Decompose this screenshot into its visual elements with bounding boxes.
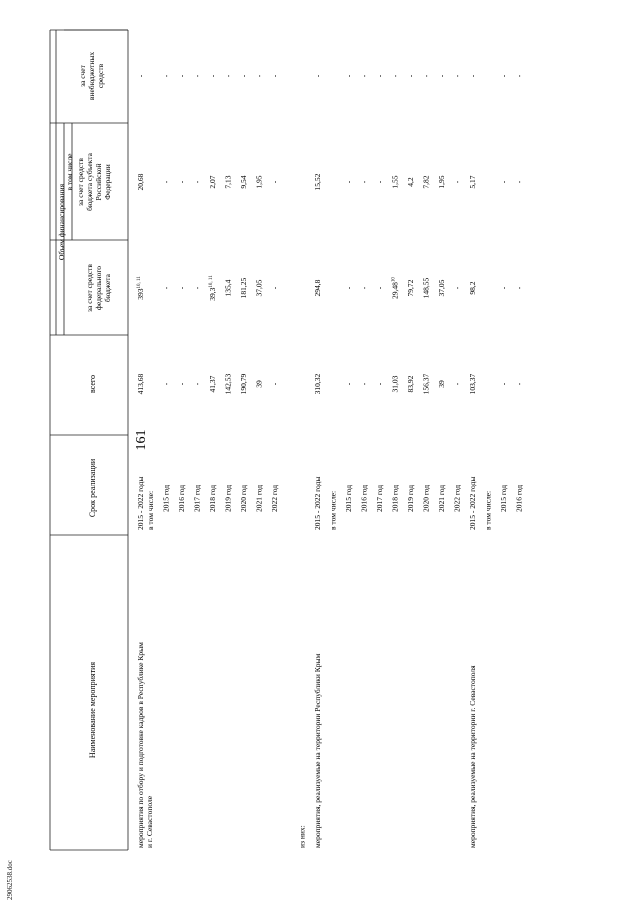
row-federal: 37,05 [437, 279, 446, 297]
row-region: - [161, 180, 171, 184]
row-period: 2015 - 2022 годы [313, 476, 322, 530]
row-period: 2015 год [161, 484, 171, 512]
row-extra: - [223, 74, 233, 78]
row-region: 7,13 [223, 175, 233, 189]
row-region: - [270, 180, 279, 184]
row-period: 2016 год [177, 484, 186, 512]
row-total: 83,92 [406, 375, 415, 393]
row-extra: - [406, 74, 415, 78]
row-federal: 98,2 [468, 281, 477, 295]
hdr-extra-line: средств [96, 63, 105, 89]
row-period: 2016 год [514, 484, 524, 512]
row-federal: - [514, 286, 524, 290]
row-name: мероприятия, реализуемые на территории г. Севастополя [468, 665, 477, 848]
row-federal: - [161, 286, 171, 290]
row-name: и г. Севастополе [145, 795, 154, 848]
row-period: 2018 год [208, 484, 217, 512]
row-extra: - [254, 74, 264, 78]
row-extra: - [375, 74, 384, 78]
row-extra: - [359, 74, 369, 78]
row-period: 2015 год [499, 484, 508, 512]
row-period: 2017 год [192, 484, 202, 512]
row-period: 2021 год [437, 484, 446, 512]
header-period: Срок реализации [88, 458, 97, 518]
hdr-region-line: бюджета субъекта [85, 153, 94, 211]
row-total: 31,03 [390, 375, 400, 393]
hdr-extra-line: за счет [78, 65, 87, 87]
row-region: 1,95 [254, 175, 264, 189]
header-extra [78, 52, 105, 100]
row-federal: 148,55 [421, 277, 431, 299]
table-body [136, 74, 524, 848]
row-extra: - [270, 74, 279, 78]
row-federal: - [270, 286, 279, 290]
row-total: 142,53 [223, 373, 233, 395]
row-federal: 294,8 [313, 279, 322, 297]
row-total: 156,37 [421, 373, 431, 395]
row-region: - [359, 180, 369, 184]
row-federal: - [375, 286, 384, 290]
row-total: - [359, 382, 369, 386]
header-federal [85, 264, 112, 312]
row-period: 2015 - 2022 годы [136, 476, 145, 530]
row-period: 2015 год [344, 484, 353, 512]
row-region: 1,95 [437, 175, 446, 189]
row-period: 2020 год [421, 484, 431, 512]
hdr-federal-line: федерального [94, 266, 103, 310]
hdr-federal-line: бюджета [103, 274, 112, 302]
footnote-ref: 10 [391, 277, 397, 283]
row-total: 39 [437, 380, 446, 388]
row-region: - [177, 180, 186, 184]
row-region: - [344, 180, 353, 184]
row-federal: 393$^{10, 11}$ [136, 276, 145, 300]
row-region: - [452, 180, 462, 184]
row-extra: - [192, 74, 202, 78]
row-period: 2019 год [223, 484, 233, 512]
footnote-ref: 10, 11 [137, 276, 142, 289]
row-extra: - [421, 74, 431, 78]
row-period: 2019 год [406, 484, 415, 512]
row-federal: - [177, 286, 186, 290]
row-federal: 37,05 [254, 279, 264, 297]
row-federal: 39,3$^{10, 11}$ [208, 275, 217, 301]
header-funding: Объем финансирования [57, 183, 66, 261]
header-including: в том числе [65, 153, 74, 191]
row-extra: - [344, 74, 353, 78]
row-region: - [499, 180, 508, 184]
row-region: 4,2 [406, 177, 415, 187]
row-name: мероприятия, реализуемые на территории Республики Крым [313, 653, 322, 848]
row-federal: - [192, 286, 202, 290]
row-name: мероприятия по отбору и подготовке кадров в Республике Крым [136, 642, 145, 848]
row-extra: - [239, 74, 248, 78]
row-total: 310,32 [313, 373, 322, 395]
row-total: 39 [254, 380, 264, 388]
row-extra: - [313, 74, 322, 78]
row-period: 2017 год [375, 484, 384, 512]
row-region: 2,07 [208, 175, 217, 189]
row-period: 2022 год [452, 484, 462, 512]
row-period: в том числе: [146, 490, 155, 530]
row-period: в том числе: [328, 490, 338, 530]
row-region: - [375, 180, 384, 184]
row-region: 15,52 [313, 173, 322, 191]
row-period: 2018 год [390, 484, 400, 512]
row-extra: - [177, 74, 186, 78]
row-extra: - [452, 74, 462, 78]
row-total: 413,68 [136, 373, 145, 395]
row-name: из них: [297, 825, 307, 848]
row-region: 7,82 [421, 175, 431, 189]
document-footer: 29062538.doc [6, 860, 14, 900]
row-extra: - [161, 74, 171, 78]
row-extra: - [437, 74, 446, 78]
footnote-ref: 10, 11 [209, 275, 214, 288]
row-region: 9,54 [239, 175, 248, 189]
row-federal: - [359, 286, 369, 290]
row-period: 2020 год [239, 484, 248, 512]
row-region: - [514, 180, 524, 184]
hdr-region-line: Федерации [103, 164, 112, 200]
row-total: - [177, 382, 186, 386]
row-federal: 135,4 [223, 279, 233, 297]
header-name: Наименование мероприятия [88, 661, 97, 759]
row-extra: - [136, 74, 145, 78]
row-extra: - [208, 74, 217, 78]
row-federal: - [344, 286, 353, 290]
row-total: - [452, 382, 462, 386]
header-region [76, 152, 112, 210]
row-federal: 181,25 [239, 277, 248, 299]
row-federal: 29,48$^{10}$ [390, 277, 400, 299]
row-region: 1,55 [390, 175, 400, 189]
row-federal: - [452, 286, 462, 290]
row-total: - [270, 382, 279, 386]
page-number: 161 [134, 429, 149, 451]
header-total: всего [88, 374, 97, 394]
row-total: 103,37 [468, 373, 477, 395]
row-period: 2021 год [254, 484, 264, 512]
row-period: в том числе: [483, 490, 493, 530]
row-extra: - [499, 74, 508, 78]
hdr-extra-line: внебюджетных [87, 51, 96, 101]
hdr-federal-line: за счет средств [85, 264, 94, 312]
row-federal: 79,72 [406, 279, 415, 297]
row-extra: - [390, 74, 400, 78]
row-total: - [161, 382, 171, 386]
row-region: 5,17 [468, 175, 477, 189]
row-total: 190,79 [239, 373, 248, 395]
row-extra: - [514, 74, 524, 78]
row-region: 20,68 [136, 173, 145, 191]
row-period: 2015 - 2022 годы [468, 476, 477, 530]
row-total: - [344, 382, 353, 386]
row-federal: - [499, 286, 508, 290]
row-period: 2022 год [270, 484, 279, 512]
row-total: - [192, 382, 202, 386]
row-extra: - [468, 74, 477, 78]
row-total: - [514, 382, 524, 386]
hdr-region-line: Российской [94, 163, 103, 201]
row-total: - [499, 382, 508, 386]
row-total: - [375, 382, 384, 386]
row-total: 41,37 [208, 375, 217, 393]
row-period: 2016 год [359, 484, 369, 512]
row-region: - [192, 180, 202, 184]
hdr-region-line: за счет средств [76, 158, 85, 206]
